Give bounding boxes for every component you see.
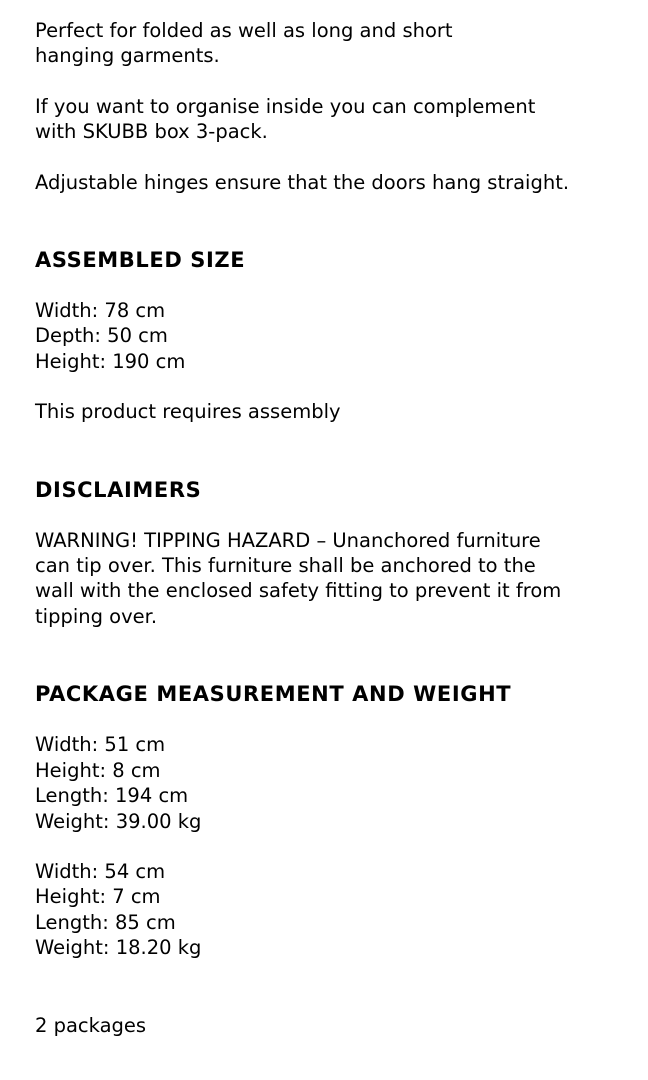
- intro-paragraph-garments: Perfect for folded as well as long and short hanging garments.: [35, 19, 453, 68]
- spacer: [35, 69, 635, 94]
- section-spacer: [35, 961, 635, 1013]
- spacer: [35, 145, 635, 170]
- spacer: [35, 707, 635, 732]
- package-2-list: [35, 859, 635, 961]
- section-spacer: [35, 195, 635, 247]
- package-2-height: Height: 7 cm: [35, 885, 161, 909]
- package-2-weight: Weight: 18.20 kg: [35, 936, 202, 960]
- spacer: [35, 374, 635, 399]
- intro-paragraph-skubb: If you want to organise inside you can complement with SKUBB box 3-pack.: [35, 94, 536, 144]
- spacer: [35, 503, 635, 528]
- disclaimers-heading: DISCLAIMERS: [35, 477, 202, 502]
- intro-paragraph-hinges: Adjustable hinges ensure that the doors hang straight.: [35, 170, 570, 194]
- package-2-width: Width: 54 cm: [35, 859, 166, 883]
- package-1-list: [35, 732, 635, 834]
- section-spacer: [35, 425, 635, 477]
- tipping-warning: WARNING! TIPPING HAZARD – Unanchored furniture can tip over. This furniture shall be anchored to the wall with the enclosed safety fitting to prevent it from tipping over.: [35, 528, 562, 628]
- package-2-length: Length: 85 cm: [35, 910, 176, 934]
- package-heading: PACKAGE MEASUREMENT AND WEIGHT: [35, 682, 512, 707]
- product-details: [35, 18, 635, 1038]
- package-count: 2 packages: [35, 1013, 147, 1037]
- assembled-height: Height: 190 cm: [35, 349, 186, 373]
- package-1-weight: Weight: 39.00 kg: [35, 809, 202, 833]
- spacer: [35, 834, 635, 859]
- assembled-size-list: [35, 298, 635, 374]
- assembly-note: This product requires assembly: [35, 400, 341, 424]
- assembled-width: Width: 78 cm: [35, 299, 166, 323]
- assembled-size-heading: ASSEMBLED SIZE: [35, 248, 246, 273]
- assembled-depth: Depth: 50 cm: [35, 324, 168, 348]
- spacer: [35, 273, 635, 298]
- section-spacer: [35, 629, 635, 681]
- package-1-length: Length: 194 cm: [35, 784, 189, 808]
- package-1-height: Height: 8 cm: [35, 758, 161, 782]
- package-1-width: Width: 51 cm: [35, 733, 166, 757]
